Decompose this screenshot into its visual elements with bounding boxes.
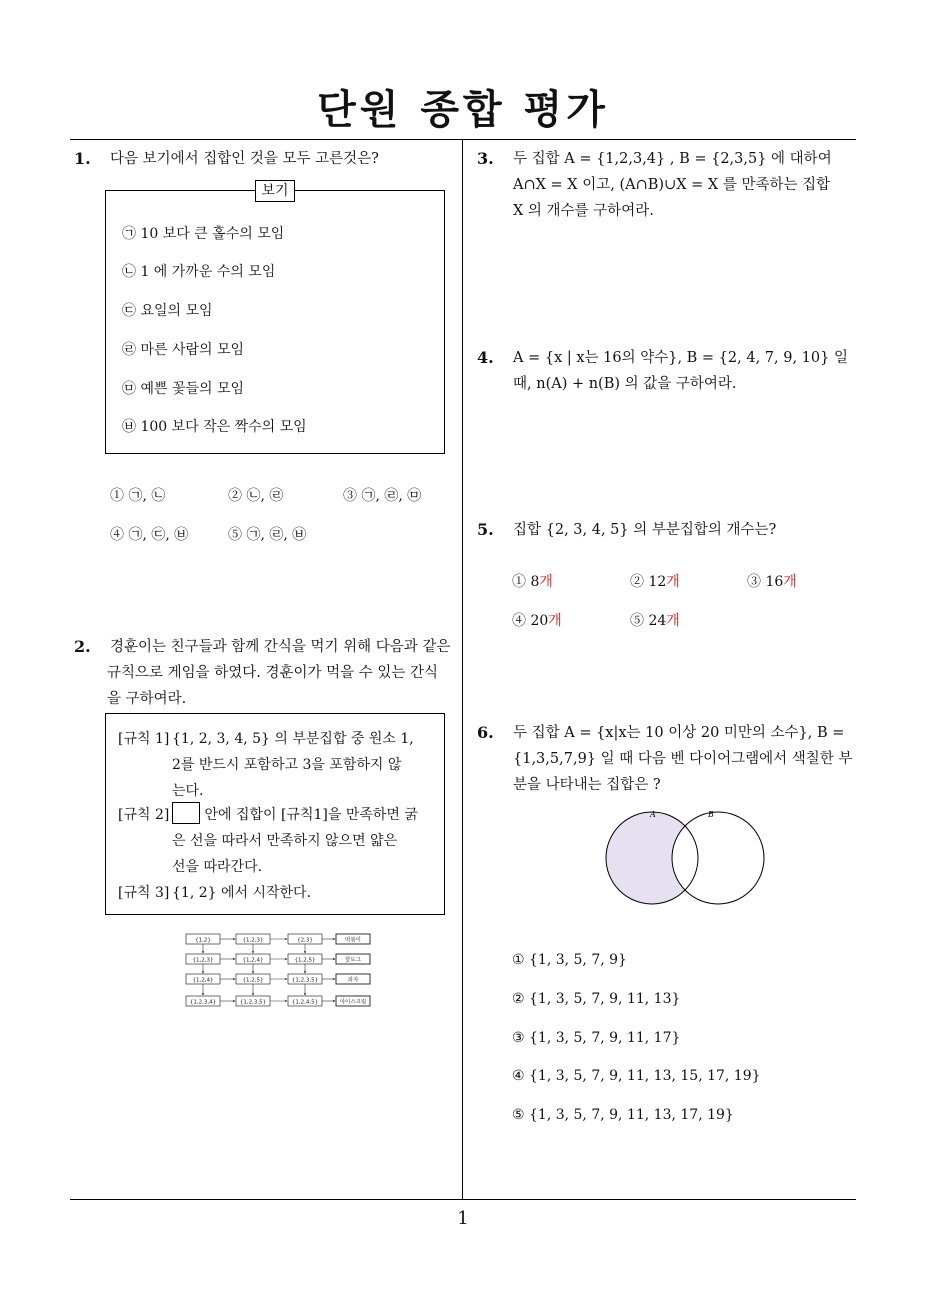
bogi-item: ㉣ 마른 사람의 모임 — [122, 342, 245, 358]
top-rule — [70, 139, 856, 140]
question-2 — [74, 634, 459, 712]
question-text-line: 두 집합 A = {1,2,3,4} , B = {2,3,5} 에 대하여 — [513, 151, 832, 167]
question-6 — [477, 720, 862, 798]
choice-unit: 개 — [783, 574, 797, 590]
flow-box-label: {1,2,5} — [242, 977, 264, 984]
flow-box-label: {1,2} — [195, 937, 211, 944]
choice-mark: ⑤ — [630, 613, 644, 629]
choice-5[interactable]: ⑤ {1, 3, 5, 7, 9, 11, 13, 17, 19} — [512, 1107, 734, 1123]
bogi-item: ㉡ 1 에 가까운 수의 모임 — [122, 264, 276, 280]
question-4 — [477, 345, 862, 397]
question-number: 4. — [477, 348, 494, 367]
question-number: 1. — [74, 149, 91, 168]
choice-unit: 개 — [548, 613, 562, 629]
column-divider — [462, 140, 463, 1200]
question-text-line: 분을 나타내는 집합은 ? — [513, 777, 661, 793]
question-number: 6. — [477, 723, 494, 742]
page-title: 단원 종합 평가 — [317, 87, 609, 133]
choice-1[interactable]: ① {1, 3, 5, 7, 9} — [512, 952, 627, 968]
question-text: 다음 보기에서 집합인 것을 모두 고른것은? — [110, 151, 379, 167]
choice-mark: ③ — [747, 574, 761, 590]
choice-1[interactable] — [512, 571, 553, 591]
venn-diagram — [600, 808, 765, 908]
rule-text: 은 선을 따라서 만족하지 않으면 얇은 — [172, 833, 398, 849]
choice-4[interactable]: ④ {1, 3, 5, 7, 9, 11, 13, 15, 17, 19} — [512, 1068, 761, 1084]
question-text-line: A∩X = X 이고, (A∩B)∪X = X 를 만족하는 집합 — [513, 177, 831, 193]
choice-value: 16 — [765, 574, 784, 590]
rule-text: 선을 따라간다. — [172, 859, 263, 875]
bogi-item: ㉤ 예쁜 꽃들의 모임 — [122, 381, 245, 397]
question-3 — [477, 146, 862, 224]
flow-box-label: 피자 — [347, 977, 359, 984]
flow-box-label: {1,2,3} — [242, 937, 264, 944]
question-number: 5. — [477, 520, 494, 539]
choice-value: 24 — [648, 613, 667, 629]
bogi-item: ㉢ 요일의 모임 — [122, 303, 213, 319]
bogi-label: 보기 — [255, 180, 295, 202]
question-number: 3. — [477, 149, 494, 168]
rule-label: [규칙 2] — [118, 807, 170, 823]
flow-box-label: {1,2,4,5} — [291, 999, 319, 1006]
flow-box-label: {1,2,5} — [294, 957, 316, 964]
choice-2[interactable] — [630, 571, 680, 591]
rule-3 — [118, 880, 438, 906]
question-text-line: X 의 개수를 구하여라. — [513, 203, 654, 219]
question-text: 집합 {2, 3, 4, 5} 의 부분집합의 개수는? — [513, 522, 777, 538]
venn-label-a: A — [650, 810, 656, 819]
question-5 — [477, 517, 862, 543]
flowchart — [182, 930, 377, 1012]
choice-3[interactable]: ③ {1, 3, 5, 7, 9, 11, 17} — [512, 1030, 681, 1046]
flow-box-label: {1,2,4} — [192, 977, 214, 984]
question-text-line: 두 집합 A = {x|x는 10 이상 20 미만의 소수}, B = — [513, 725, 845, 741]
rule-text: 는다. — [172, 783, 204, 799]
rule-text: {1, 2} 에서 시작한다. — [172, 885, 312, 901]
choice-unit: 개 — [666, 574, 680, 590]
choice-value: 8 — [530, 574, 540, 590]
question-text-line: {1,3,5,7,9} 일 때 다음 벤 다이어그램에서 색칠한 부 — [513, 751, 853, 767]
rule-2 — [118, 802, 438, 880]
page-number: 1 — [457, 1208, 469, 1229]
question-1 — [74, 146, 459, 172]
choice-1[interactable]: ① ㉠, ㉡ — [110, 488, 166, 504]
flow-box-label: {1,2,3,5} — [291, 977, 319, 984]
rule-text: 2를 반드시 포함하고 3을 포함하지 않 — [172, 757, 402, 773]
rule-text: {1, 2, 3, 4, 5} 의 부분집합 중 원소 1, — [172, 731, 414, 747]
flow-box-label: {1,2,3,4} — [189, 999, 217, 1006]
choice-4[interactable] — [512, 610, 562, 630]
blank-box — [172, 802, 200, 824]
flow-box-label: {1,2,4} — [242, 957, 264, 964]
flow-box-label: 떡볶이 — [345, 937, 361, 944]
bogi-item: ㉠ 10 보다 큰 홀수의 모임 — [122, 226, 285, 242]
rule-label: [규칙 3] — [118, 885, 170, 901]
question-text-line: 경훈이는 친구들과 함께 간식을 먹기 위해 다음과 같은 — [110, 639, 451, 655]
rule-1 — [118, 726, 438, 804]
question-text-line: A = {x | x는 16의 약수}, B = {2, 4, 7, 9, 10} 일 — [513, 350, 848, 366]
choice-mark: ④ — [512, 613, 526, 629]
choice-mark: ① — [512, 574, 526, 590]
choice-3[interactable]: ③ ㉠, ㉣, ㉤ — [343, 488, 422, 504]
rule-label: [규칙 1] — [118, 731, 170, 747]
choice-value: 12 — [648, 574, 667, 590]
bottom-rule — [70, 1199, 856, 1200]
flow-box-label: 아이스크림 — [339, 999, 367, 1006]
choice-3[interactable] — [747, 571, 797, 591]
flow-box-label: {2,3} — [297, 937, 313, 944]
venn-label-b: B — [708, 810, 714, 819]
choice-2[interactable]: ② ㉡, ㉣ — [228, 488, 284, 504]
choice-5[interactable]: ⑤ ㉠, ㉣, ㉥ — [228, 527, 307, 543]
flow-box-label: {1,2,3} — [192, 957, 214, 964]
flow-box-label: {1,2,3,5} — [239, 999, 267, 1006]
question-number: 2. — [74, 637, 91, 656]
question-text-line: 때, n(A) + n(B) 의 값을 구하여라. — [513, 376, 737, 392]
choice-unit: 개 — [666, 613, 680, 629]
flow-box-label: 핫도그 — [345, 957, 361, 964]
choice-4[interactable]: ④ ㉠, ㉢, ㉥ — [110, 527, 189, 543]
choice-mark: ② — [630, 574, 644, 590]
question-text-line: 규칙으로 게임을 하였다. 경훈이가 먹을 수 있는 간식 — [107, 665, 439, 681]
choice-value: 20 — [530, 613, 549, 629]
choice-5[interactable] — [630, 610, 680, 630]
choice-unit: 개 — [539, 574, 553, 590]
bogi-item: ㉥ 100 보다 작은 짝수의 모임 — [122, 419, 307, 435]
rule-text: 안에 집합이 [규칙1]을 만족하면 굵 — [204, 807, 418, 823]
choice-2[interactable]: ② {1, 3, 5, 7, 9, 11, 13} — [512, 991, 681, 1007]
question-text-line: 을 구하여라. — [107, 691, 187, 707]
